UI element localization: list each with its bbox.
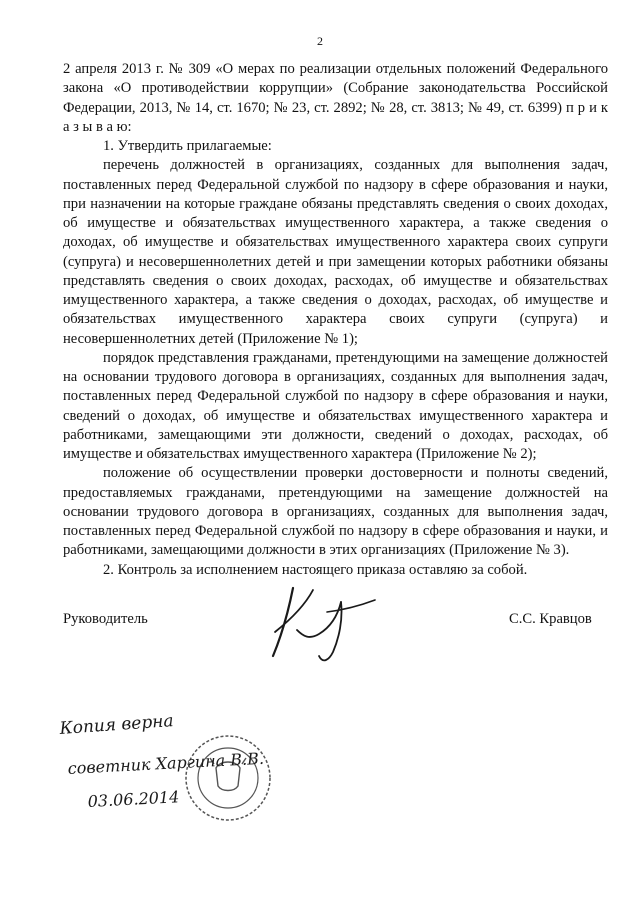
certification-date: 03.06.2014 [87, 787, 180, 811]
signatory-name: С.С. Кравцов [509, 611, 592, 627]
list-item: перечень должностей в организациях, созданных для выполнения задач, поставленных перед Федеральной службой по надзору в сфере образования и науки, при назначении на которые граждане обязаны представлять сведения о своих доходах, об имуществе и обязательствах имущественного характера, а также сведения о доходах, об имуществе и обязательствах имущественного характера своих супруги (супруга) и несовершеннолетних детей и при замещении которых работники обязаны представлять сведения о своих доходах, расходах, об имуществе и обязательствах имущественного характера, а также сведения о доходах, расходах, об имуществе и обязательствах имущественного характера своих супруги (супруга) и несовершеннолетних детей (Приложение № 1); [63, 157, 608, 347]
handwritten-signature [245, 560, 395, 670]
order-body [63, 60, 608, 580]
certification-line: Копия верна [58, 711, 175, 739]
certification-inscription [50, 700, 320, 820]
list-item: положение об осуществлении проверки достоверности и полноты сведений, предоставляемых гражданами, претендующими на замещение должностей на основании трудового договора в организациях, созданных для выполнения задач, поставленных перед Федеральной службой по надзору в сфере образования и науки, и работниками, замещающими должности в этих организациях (Приложение № 3). [63, 465, 608, 559]
list-item: порядок представления гражданами, претендующими на замещение должностей на основании трудового договора в организациях, созданных для выполнения задач, поставленных перед Федеральной службой по надзору в сфере образования и науки, сведений о доходах, об имуществе и обязательствах имущественного характера и работниками, замещающими эти должности, сведений о доходах, расходах, об имуществе и обязательствах имущественного характера (Приложение № 2); [63, 349, 608, 462]
certification-line: советник Харгина В.В. [67, 748, 265, 778]
item-1-heading: 1. Утвердить прилагаемые: [103, 138, 272, 154]
signatory-role: Руководитель [63, 611, 148, 627]
item-2-paragraph: 2. Контроль за исполнением настоящего приказа оставляю за собой. [103, 561, 528, 578]
preamble-paragraph: 2 апреля 2013 г. № 309 «О мерах по реализации отдельных положений Федерального закона «О противодействии коррупции» (Собрание законодательства Российской Федерации, 2013, № 14, ст. 1670; № 23, ст. 2892; № 28, ст. 3813; № 49, ст. 6399) п р и к а з ы в а ю: [63, 61, 608, 135]
page-number: 2 [317, 34, 323, 48]
